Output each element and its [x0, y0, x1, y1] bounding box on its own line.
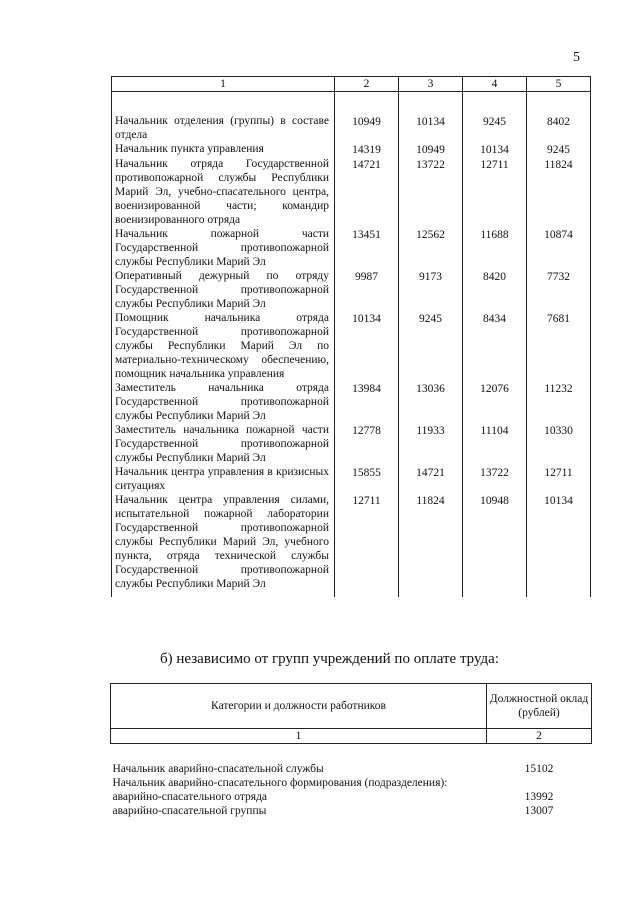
position-name: Начальник отряда Государственной противопожарной службы Республики Марий Эл, учебно-спасательного центра, военизированной части; командир военизированного отряда [112, 157, 335, 227]
column-number: 3 [399, 77, 463, 92]
salary-value: 11104 [463, 423, 527, 465]
salary-value: 13451 [335, 227, 399, 269]
column-number: 4 [463, 77, 527, 92]
table-row [111, 790, 592, 804]
header-salary: Должностной оклад (рублей) [487, 684, 592, 729]
table-row [112, 381, 591, 423]
salary-value: 13036 [399, 381, 463, 423]
salary-value [487, 776, 592, 790]
table-row [112, 423, 591, 465]
table-row [112, 114, 591, 142]
table-row [112, 311, 591, 381]
column-numbers-row [111, 729, 592, 744]
salary-value: 12711 [527, 465, 591, 493]
position-name: Помощник начальника отряда Государственной противопожарной службы Республики Марий Эл по материально-техническому обеспечению, помощник начальника управления [112, 311, 335, 381]
table-row [111, 776, 592, 790]
salary-value: 10134 [527, 493, 591, 597]
salary-table-independent [110, 683, 592, 818]
salary-value: 14721 [335, 157, 399, 227]
column-number: 2 [487, 729, 592, 744]
salary-value: 9245 [463, 114, 527, 142]
salary-value: 12562 [399, 227, 463, 269]
table-row [112, 465, 591, 493]
table-row [112, 157, 591, 227]
salary-value: 11933 [399, 423, 463, 465]
table-row [112, 493, 591, 597]
salary-value: 9987 [335, 269, 399, 311]
salary-value: 10874 [527, 227, 591, 269]
salary-value: 13984 [335, 381, 399, 423]
salary-value: 10134 [463, 142, 527, 157]
header-row [111, 684, 592, 729]
salary-value: 12778 [335, 423, 399, 465]
position-name: аварийно-спасательного отряда [112, 791, 268, 803]
salary-value: 10949 [399, 142, 463, 157]
column-number: 5 [527, 77, 591, 92]
table-row [112, 142, 591, 157]
salary-value: 10330 [527, 423, 591, 465]
salary-value: 13007 [524, 805, 554, 817]
salary-value: 7681 [527, 311, 591, 381]
salary-value: 11824 [527, 157, 591, 227]
salary-value: 9245 [527, 142, 591, 157]
position-name: Начальник аварийно-спасательного формирования (подразделения): [112, 777, 448, 789]
salary-value: 11688 [463, 227, 527, 269]
salary-value: 13722 [399, 157, 463, 227]
position-name: Оперативный дежурный по отряду Государственной противопожарной службы Республики Марий Эл [112, 269, 335, 311]
salary-value: 14721 [399, 465, 463, 493]
section-subtitle: б) независимо от групп учреждений по оплате труда: [160, 651, 499, 667]
salary-value: 10134 [399, 114, 463, 142]
position-name: Заместитель начальника отряда Государственной противопожарной службы Республики Марий Эл [112, 381, 335, 423]
salary-table-by-group [111, 76, 591, 597]
salary-value: 10948 [463, 493, 527, 597]
column-number: 1 [112, 77, 335, 92]
position-name: Начальник аварийно-спасательной службы [112, 763, 324, 775]
table-row [111, 762, 592, 776]
salary-value: 8402 [527, 114, 591, 142]
salary-value: 14319 [335, 142, 399, 157]
position-name: Начальник центра управления силами, испытательной пожарной лаборатории Государственной противопожарной службы Республики Марий Эл, учебного пункта, отряда технической службы Государственной противопожарной службы Республики Марий Эл [112, 493, 335, 597]
position-name: Начальник центра управления в кризисных ситуациях [112, 465, 335, 493]
column-number: 1 [111, 729, 487, 744]
salary-value: 11232 [527, 381, 591, 423]
salary-value: 13722 [463, 465, 527, 493]
column-numbers-row [112, 77, 591, 92]
page-number: 5 [573, 50, 580, 65]
table-row [111, 804, 592, 818]
salary-value: 12711 [463, 157, 527, 227]
salary-value: 9245 [399, 311, 463, 381]
salary-value: 9173 [399, 269, 463, 311]
salary-value: 8420 [463, 269, 527, 311]
position-name: Заместитель начальника пожарной части Государственной противопожарной службы Республики Марий Эл [112, 423, 335, 465]
column-number: 2 [335, 77, 399, 92]
salary-value: 15102 [524, 763, 554, 775]
position-name: Начальник отделения (группы) в составе отдела [112, 114, 335, 142]
header-categories: Категории и должности работников [111, 684, 487, 729]
table-row [112, 269, 591, 311]
salary-value: 11824 [399, 493, 463, 597]
salary-value: 10134 [335, 311, 399, 381]
salary-value: 7732 [527, 269, 591, 311]
salary-value: 12711 [335, 493, 399, 597]
position-name: Начальник пожарной части Государственной противопожарной службы Республики Марий Эл [112, 227, 335, 269]
position-name: Начальник пункта управления [112, 142, 335, 157]
salary-value: 12076 [463, 381, 527, 423]
position-name: аварийно-спасательной группы [112, 805, 267, 817]
salary-value: 15855 [335, 465, 399, 493]
salary-value: 8434 [463, 311, 527, 381]
table-row [112, 227, 591, 269]
salary-value: 13992 [524, 791, 554, 803]
salary-value: 10949 [335, 114, 399, 142]
